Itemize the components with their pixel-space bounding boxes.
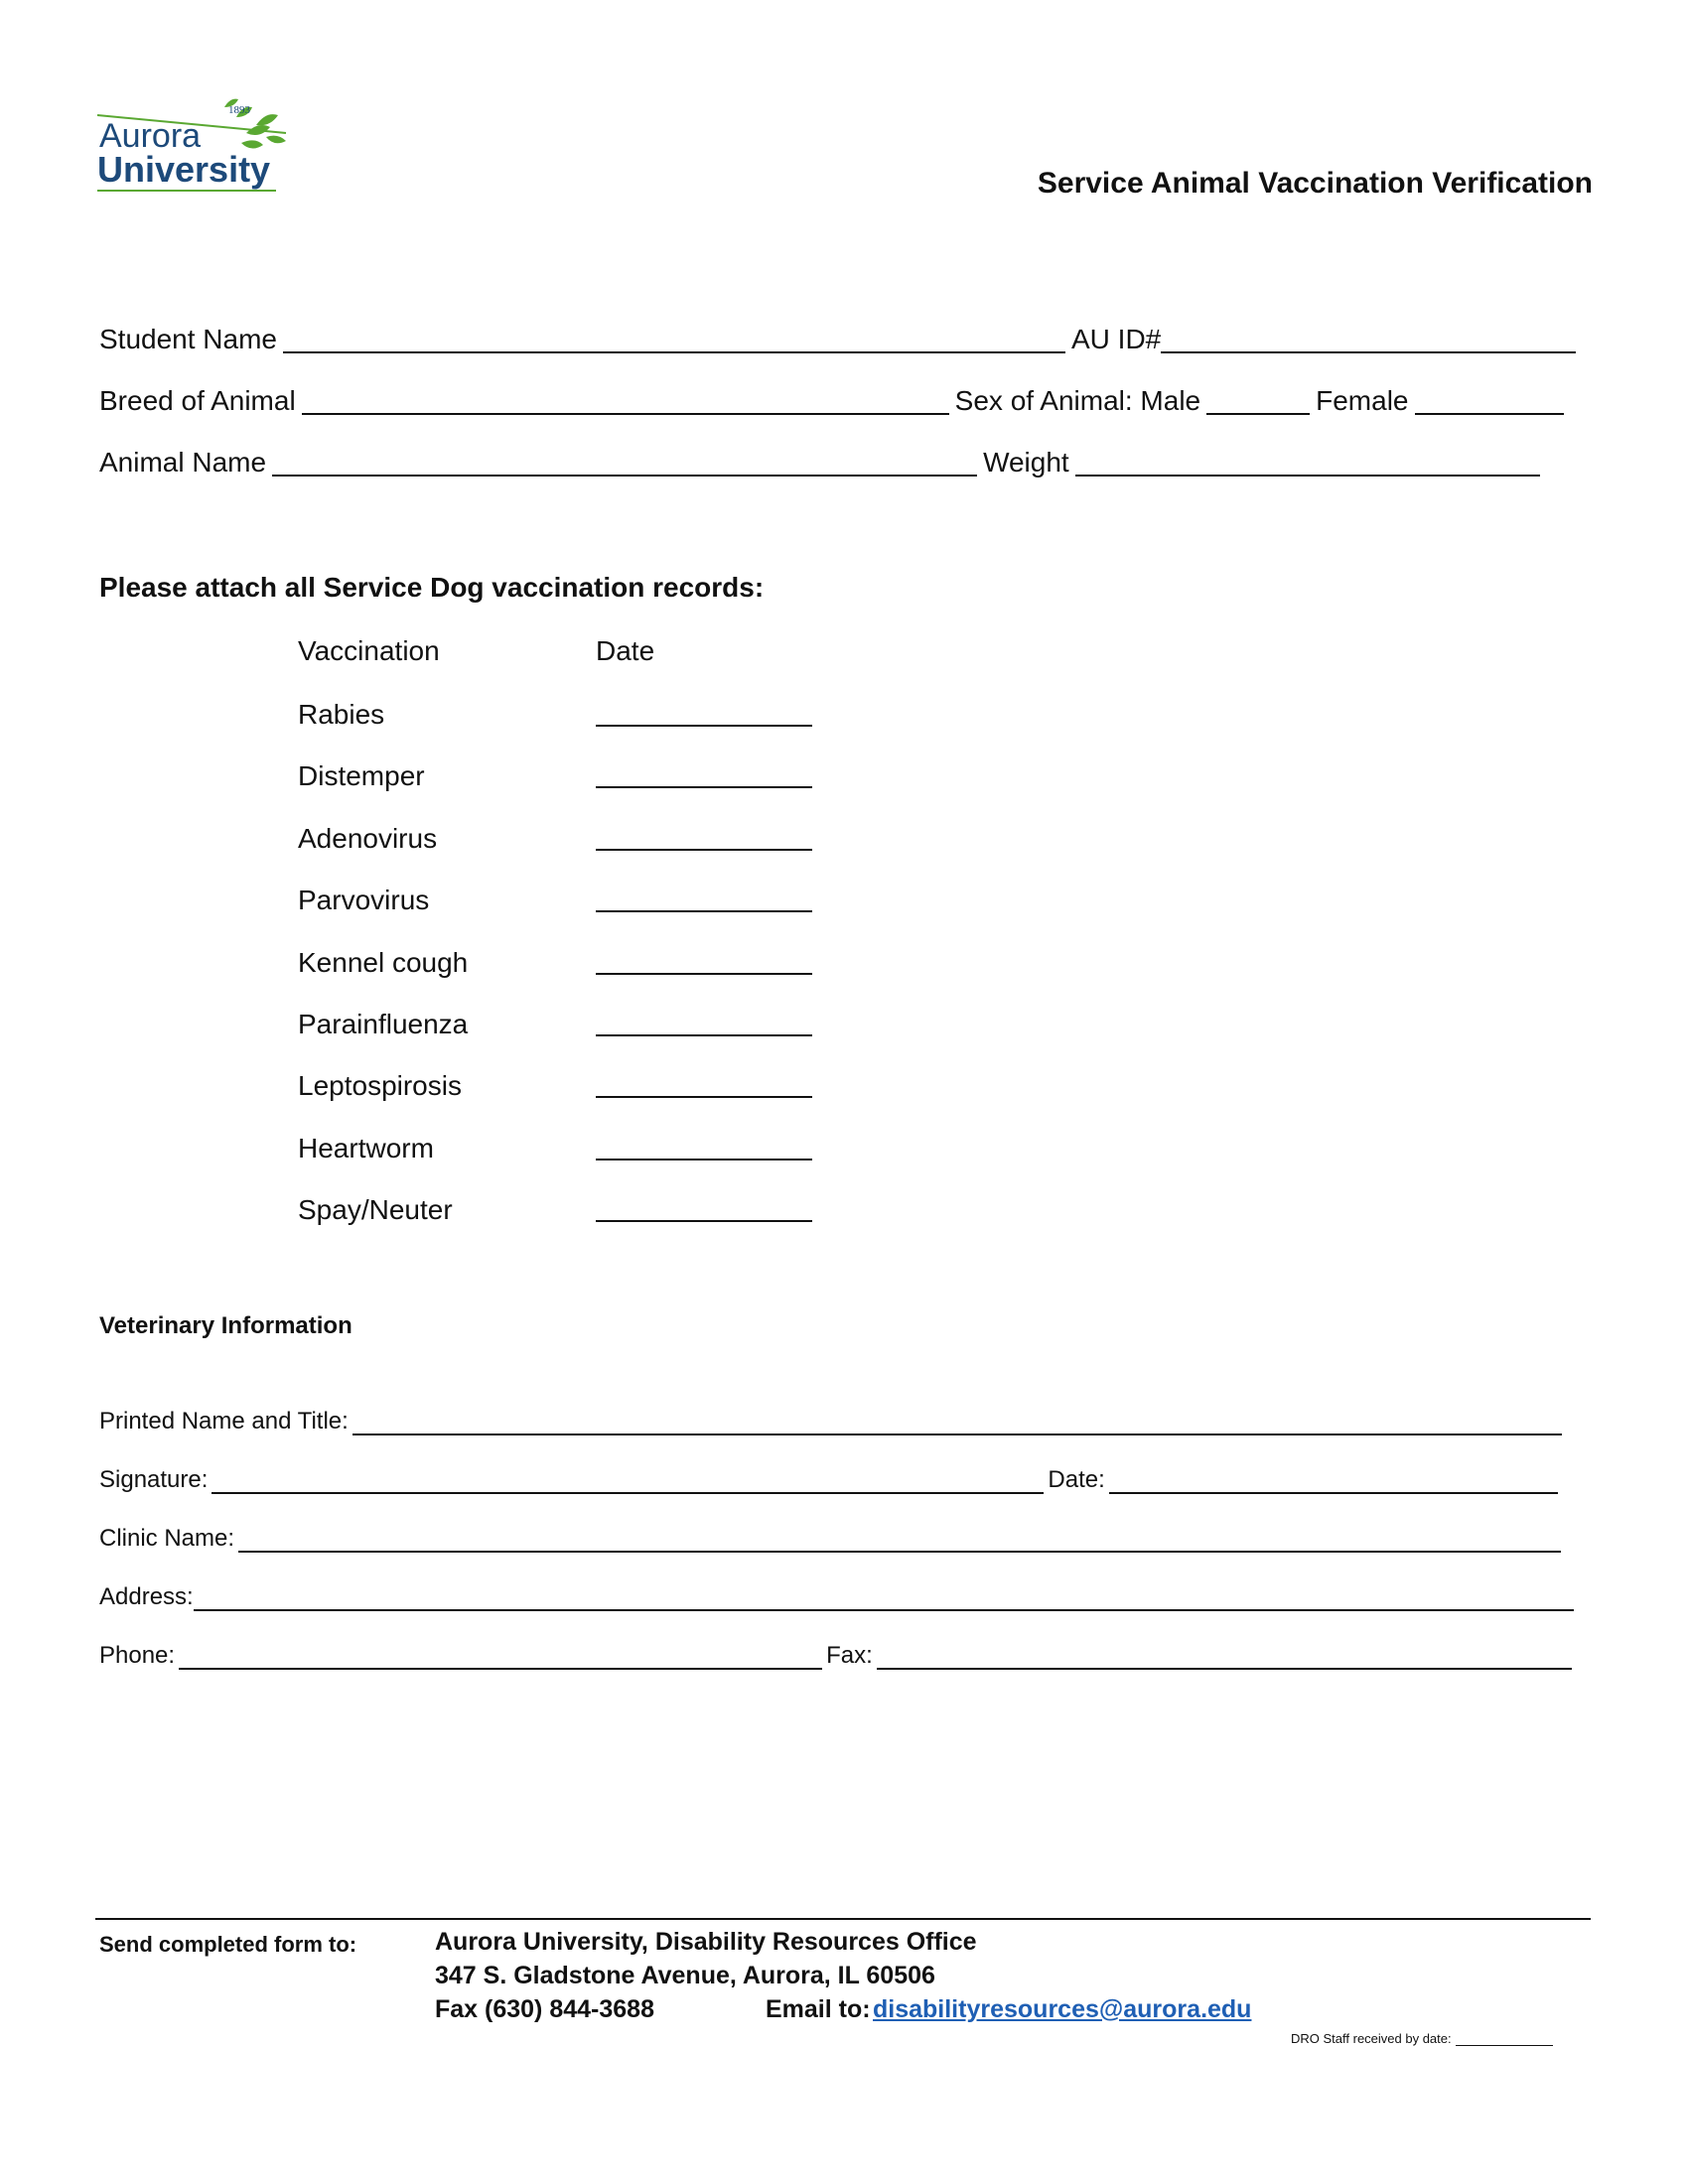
- vaccination-item: Distemper: [298, 760, 425, 791]
- breed-field[interactable]: [302, 389, 949, 415]
- vaccination-item: Kennel cough: [298, 947, 469, 978]
- vaccination-date-field[interactable]: [596, 1096, 812, 1098]
- au-id-label: AU ID#: [1071, 324, 1162, 354]
- vaccination-date-field[interactable]: [596, 910, 812, 912]
- dro-staff-label: DRO Staff received by date:: [1291, 2031, 1452, 2046]
- student-name-row: [99, 326, 1582, 353]
- office-name: Aurora University, Disability Resources Office: [435, 1928, 977, 1956]
- vaccination-item: Heartworm: [298, 1133, 434, 1163]
- printed-name-label: Printed Name and Title:: [99, 1408, 349, 1434]
- sex-label: Sex of Animal: Male: [954, 385, 1201, 416]
- clinic-row: [99, 1525, 1565, 1553]
- signature-field[interactable]: [211, 1472, 1044, 1494]
- breed-row: [99, 387, 1570, 415]
- logo-word-university: University: [97, 149, 271, 190]
- sex-male-field[interactable]: [1206, 389, 1310, 415]
- weight-label: Weight: [983, 447, 1069, 478]
- signature-label: Signature:: [99, 1466, 209, 1493]
- vet-date-label: Date:: [1048, 1466, 1105, 1493]
- aurora-university-logo: [97, 95, 296, 200]
- sex-female-label: Female: [1316, 385, 1409, 416]
- email-to-label: Email to:: [766, 1995, 871, 2023]
- vaccination-date-field[interactable]: [596, 786, 812, 788]
- breed-label: Breed of Animal: [99, 385, 296, 416]
- phone-label: Phone:: [99, 1642, 176, 1669]
- weight-field[interactable]: [1075, 451, 1540, 477]
- phone-row: [99, 1642, 1576, 1670]
- animal-name-label: Animal Name: [99, 447, 267, 478]
- address-field[interactable]: [194, 1589, 1574, 1611]
- send-to-label: Send completed form to:: [99, 1932, 357, 1957]
- address-label: Address:: [99, 1583, 194, 1610]
- signature-row: [99, 1466, 1562, 1494]
- vaccination-item: Rabies: [298, 699, 385, 730]
- sex-female-field[interactable]: [1415, 389, 1564, 415]
- animal-name-field[interactable]: [272, 451, 977, 477]
- vaccination-item: Adenovirus: [298, 823, 438, 854]
- dro-staff-received: [1291, 2031, 1553, 2046]
- student-name-field[interactable]: [283, 328, 1065, 353]
- clinic-label: Clinic Name:: [99, 1525, 235, 1552]
- student-name-label: Student Name: [99, 324, 277, 354]
- vaccination-date-field[interactable]: [596, 849, 812, 851]
- printed-name-row: [99, 1408, 1566, 1435]
- email-link[interactable]: disabilityresources@aurora.edu: [873, 1995, 1252, 2023]
- printed-name-field[interactable]: [352, 1414, 1562, 1435]
- address-row: [99, 1583, 1578, 1611]
- vaccination-date-field[interactable]: [596, 973, 812, 975]
- vaccination-item: Leptospirosis: [298, 1070, 462, 1101]
- office-address: 347 S. Gladstone Avenue, Aurora, IL 60506: [435, 1962, 935, 1989]
- fax-field[interactable]: [877, 1648, 1572, 1670]
- vaccination-date-field[interactable]: [596, 1159, 812, 1160]
- dro-staff-date-field[interactable]: [1456, 2034, 1553, 2046]
- vaccination-column-header: Vaccination: [298, 635, 440, 666]
- fax-label: Fax:: [826, 1642, 873, 1669]
- vaccination-heading: Please attach all Service Dog vaccination records:: [99, 572, 765, 603]
- vet-date-field[interactable]: [1109, 1472, 1558, 1494]
- office-fax: Fax (630) 844-3688: [435, 1995, 654, 2023]
- logo-word-aurora: Aurora: [99, 117, 202, 155]
- veterinary-heading: Veterinary Information: [99, 1312, 352, 1339]
- vaccination-item: Spay/Neuter: [298, 1194, 453, 1225]
- vaccination-date-field[interactable]: [596, 725, 812, 727]
- date-column-header: Date: [596, 635, 655, 666]
- svg-text:1893: 1893: [228, 104, 250, 116]
- vaccination-item: Parainfluenza: [298, 1009, 469, 1039]
- animal-name-row: [99, 449, 1546, 477]
- clinic-field[interactable]: [238, 1531, 1561, 1553]
- vaccination-item: Parvovirus: [298, 885, 430, 915]
- footer-divider: [95, 1918, 1591, 1920]
- vaccination-date-field[interactable]: [596, 1220, 812, 1222]
- au-id-field[interactable]: [1161, 328, 1576, 353]
- phone-field[interactable]: [179, 1648, 822, 1670]
- vaccination-date-field[interactable]: [596, 1034, 812, 1036]
- page-title: Service Animal Vaccination Verification: [1037, 167, 1593, 200]
